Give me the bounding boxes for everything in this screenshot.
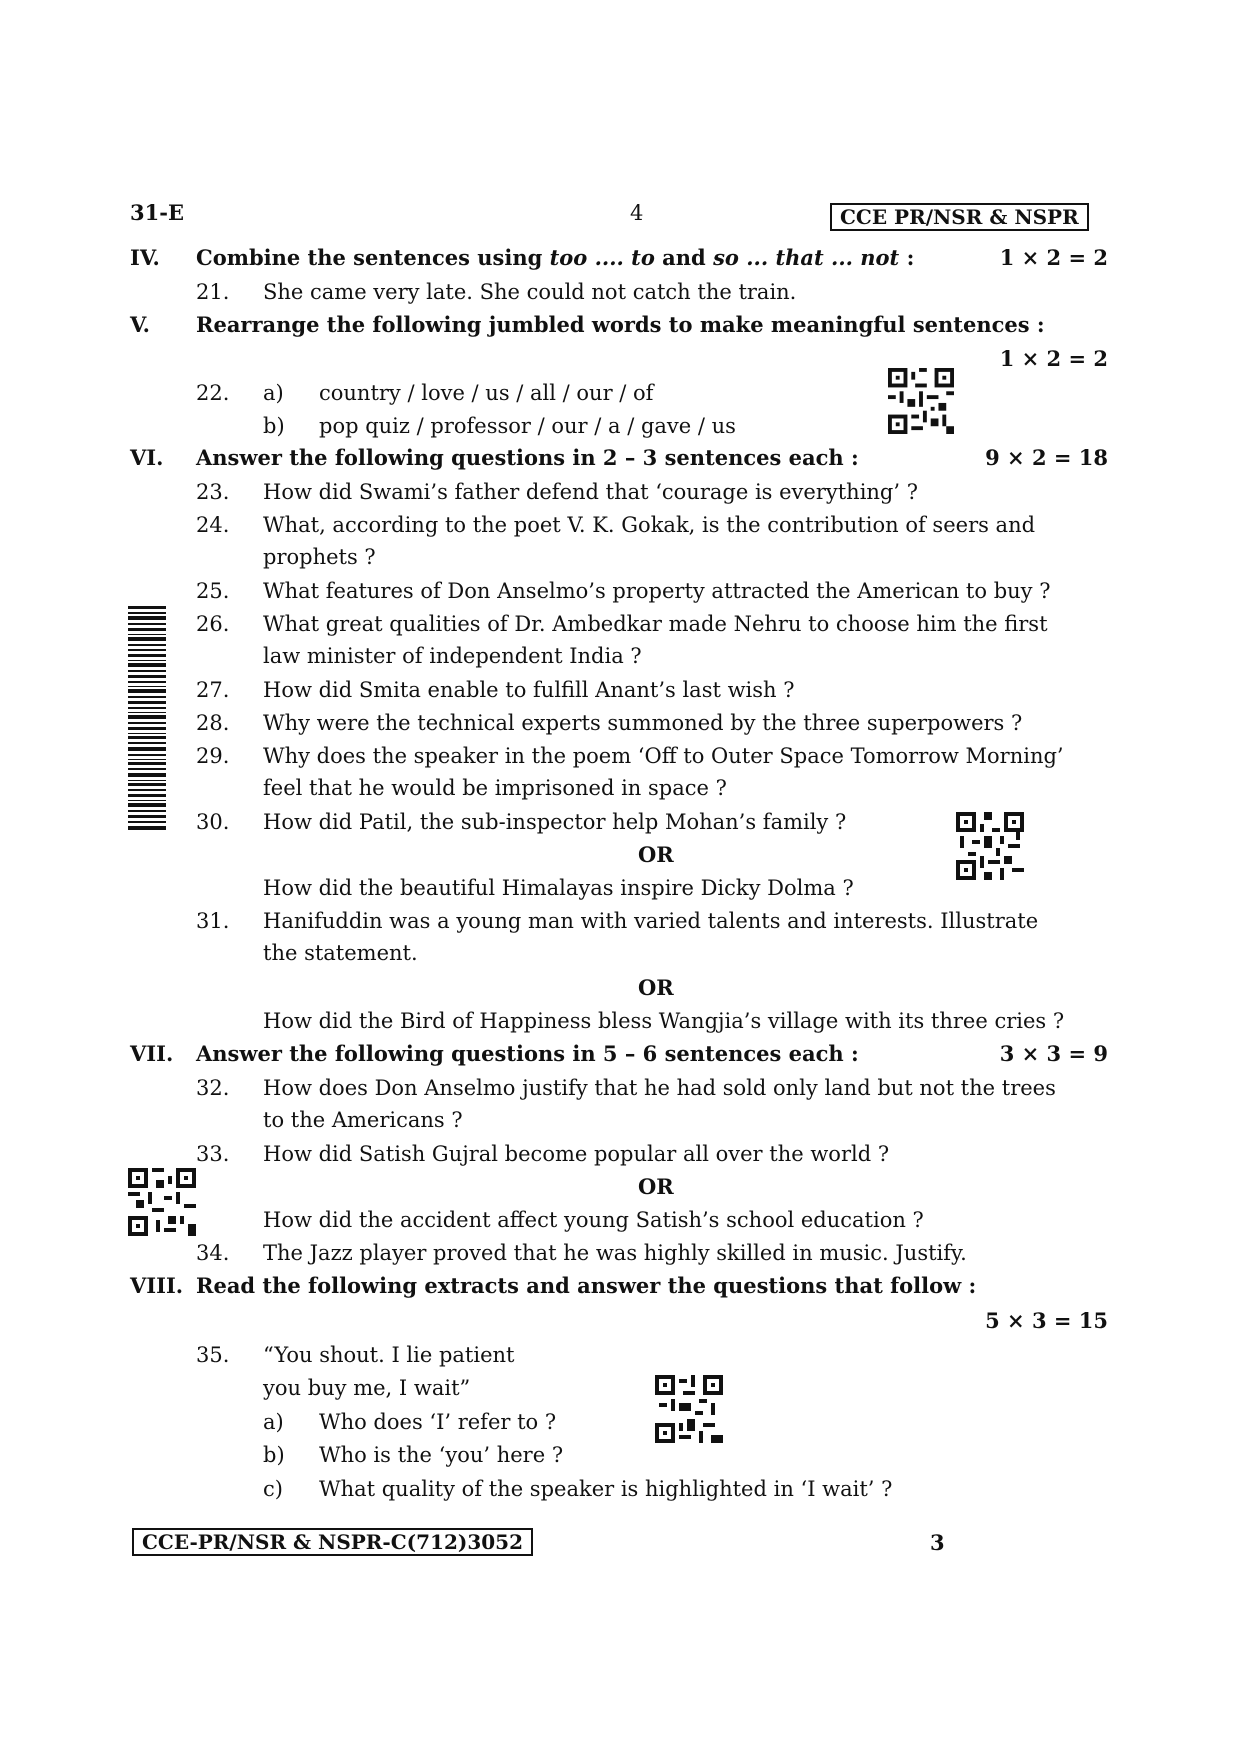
qr-code-icon [887,368,955,434]
q34-text: The Jazz player proved that he was highly skilled in music. Justify. [263,1241,967,1265]
qr-code-icon [127,1168,197,1236]
q33-or: OR [638,1174,674,1199]
section-iv-marks: 1 × 2 = 2 [999,245,1108,270]
q26-text-line2: law minister of independent India ? [263,644,642,668]
section-vi-marks: 9 × 2 = 18 [985,445,1108,470]
qr-code-icon [655,1375,723,1443]
q29-number: 29. [196,744,230,768]
q21-text: She came very late. She could not catch the train. [263,280,797,304]
q31-text-line2: the statement. [263,941,418,965]
q35c-text: What quality of the speaker is highlighted in ‘I wait’ ? [319,1477,893,1501]
q28-text: Why were the technical experts summoned by the three superpowers ? [263,711,1023,735]
q23-text: How did Swami’s father defend that ‘courage is everything’ ? [263,480,918,504]
section-vii-title: Answer the following questions in 5 – 6 sentences each : [196,1041,859,1066]
q30-text: How did Patil, the sub-inspector help Mohan’s family ? [263,810,847,834]
section-vii-marks: 3 × 3 = 9 [999,1041,1108,1066]
q35a-label: a) [263,1410,284,1434]
barcode-icon [128,606,166,832]
q35-extract-line1: “You shout. I lie patient [263,1343,515,1367]
section-vii-roman: VII. [130,1041,174,1066]
q35c-label: c) [263,1477,283,1501]
footer-page-number: 3 [930,1530,945,1555]
section-iv-title: Combine the sentences using too .... to and so ... that ... not : [196,245,915,270]
q22-number: 22. [196,381,230,405]
q23-number: 23. [196,480,230,504]
q25-number: 25. [196,579,230,603]
section-v-roman: V. [130,312,150,337]
q31-alt-text: How did the Bird of Happiness bless Wangjia’s village with its three cries ? [263,1009,1065,1033]
q22a-text: country / love / us / all / our / of [319,381,654,405]
q35b-text: Who is the ‘you’ here ? [319,1443,564,1467]
section-iv-roman: IV. [130,245,160,270]
q31-text-line1: Hanifuddin was a young man with varied talents and interests. Illustrate [263,909,1039,933]
q29-text-line1: Why does the speaker in the poem ‘Off to Outer Space Tomorrow Morning’ [263,744,1064,768]
q26-text-line1: What great qualities of Dr. Ambedkar made Nehru to choose him the first [263,612,1048,636]
q25-text: What features of Don Anselmo’s property attracted the American to buy ? [263,579,1051,603]
section-vi-roman: VI. [130,445,164,470]
q30-alt-text: How did the beautiful Himalayas inspire Dicky Dolma ? [263,876,854,900]
q30-number: 30. [196,810,230,834]
q31-or: OR [638,975,674,1000]
q32-text-line2: to the Americans ? [263,1108,463,1132]
q32-text-line1: How does Don Anselmo justify that he had sold only land but not the trees [263,1076,1056,1100]
page-number: 4 [630,201,644,225]
q33-number: 33. [196,1142,230,1166]
q26-number: 26. [196,612,230,636]
section-viii-roman: VIII. [130,1273,184,1298]
q33-text: How did Satish Gujral become popular all over the world ? [263,1142,890,1166]
q33-alt-text: How did the accident affect young Satish’s school education ? [263,1208,924,1232]
section-v-title: Rearrange the following jumbled words to make meaningful sentences : [196,312,1045,337]
q27-text: How did Smita enable to fulfill Anant’s last wish ? [263,678,795,702]
q35-number: 35. [196,1343,230,1367]
q24-number: 24. [196,513,230,537]
q28-number: 28. [196,711,230,735]
q24-text-line2: prophets ? [263,545,376,569]
q35a-text: Who does ‘I’ refer to ? [319,1410,557,1434]
section-viii-title: Read the following extracts and answer the questions that follow : [196,1273,977,1298]
footer-code-box: CCE-PR/NSR & NSPR-C(712)3052 [132,1528,533,1556]
q35b-label: b) [263,1443,285,1467]
qr-code-icon [955,812,1025,880]
q30-or: OR [638,842,674,867]
paper-code: 31-E [130,200,184,225]
q35-extract-line2: you buy me, I wait” [263,1376,471,1400]
header-code-box: CCE PR/NSR & NSPR [830,203,1089,231]
q21-number: 21. [196,280,230,304]
q22b-label: b) [263,414,285,438]
q34-number: 34. [196,1241,230,1265]
section-v-marks: 1 × 2 = 2 [999,346,1108,371]
q22a-label: a) [263,381,284,405]
q24-text-line1: What, according to the poet V. K. Gokak, is the contribution of seers and [263,513,1036,537]
q31-number: 31. [196,909,230,933]
q27-number: 27. [196,678,230,702]
q29-text-line2: feel that he would be imprisoned in space ? [263,776,727,800]
section-vi-title: Answer the following questions in 2 – 3 sentences each : [196,445,859,470]
q32-number: 32. [196,1076,230,1100]
section-viii-marks: 5 × 3 = 15 [985,1308,1108,1333]
q22b-text: pop quiz / professor / our / a / gave / us [319,414,736,438]
